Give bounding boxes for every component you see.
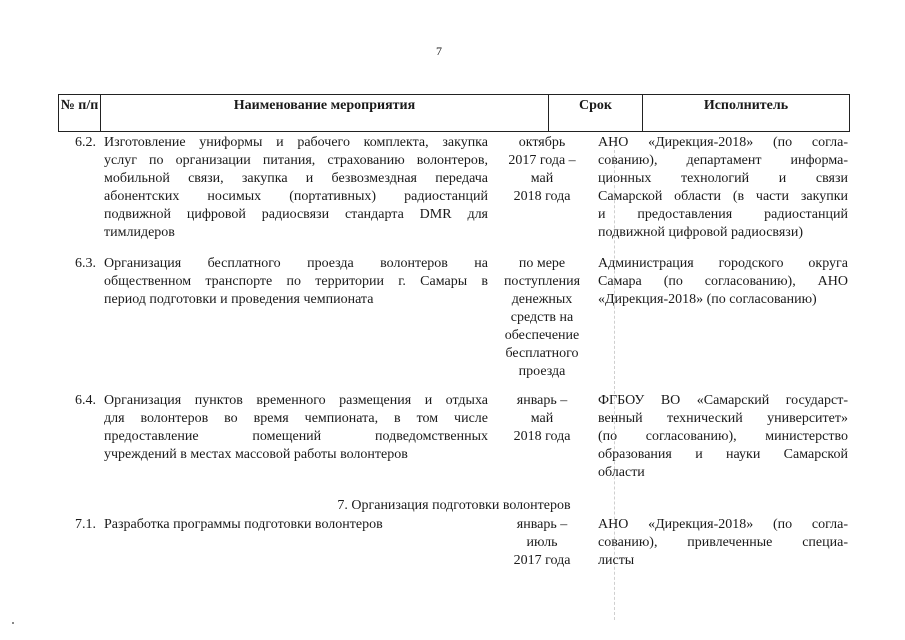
name-line: Организация бесплатного проезда волонтеров на [104,256,488,271]
executor-line: сованию), привлеченные специа- [598,535,848,550]
header-term: Срок [549,95,643,131]
row-name [104,392,488,464]
executor-line: (по согласованию), министерство [598,429,848,444]
term-line: май [530,411,554,426]
page-number: 7 [436,44,442,58]
header-num: № п/п [59,95,101,131]
executor-line: образования и науки Самарской [598,447,848,462]
executor-line: венный технический университет» [598,411,848,426]
row-number: 7.1. [75,517,96,532]
executor-line: АНО «Дирекция-2018» (по согла- [598,517,848,532]
executor-line: подвижной цифровой радиосвязи) [598,225,803,240]
row-executor [598,516,848,570]
row-term [498,255,586,381]
term-line: май [530,171,554,186]
executor-line: Самарской области (в части закупки [598,189,848,204]
name-line: Разработка программы подготовки волонтеров [104,517,383,532]
name-line: период подготовки и проведения чемпионата [104,292,374,307]
term-line: средств на [510,310,574,325]
row-executor [598,392,848,482]
section-title: 7. Организация подготовки волонтеров [337,498,571,513]
row-number: 6.4. [75,393,96,408]
scan-speck [12,622,14,624]
table-header [58,94,850,132]
term-line: 2017 года [513,553,571,568]
name-line: для волонтеров во время чемпионата, в том числе [104,411,488,426]
row-term [498,392,586,446]
name-line: предоставление помещений подведомственных [104,429,488,444]
name-line: подвижной цифровой радиосвязи стандарта DMR для [104,207,488,222]
term-line: проезда [518,364,566,379]
row-number: 6.2. [75,135,96,150]
row-term [498,516,586,570]
executor-line: Администрация городского округа [598,256,848,271]
row-name [104,516,488,534]
term-line: бесплатного [505,346,579,361]
header-name: Наименование мероприятия [101,95,549,131]
row-term [498,134,586,206]
executor-line: и предоставления радиостанций [598,207,848,222]
term-line: октябрь [518,135,566,150]
term-line: обеспечение [504,328,580,343]
row-name [104,255,488,309]
term-line: июль [526,535,558,550]
executor-line: АНО «Дирекция-2018» (по согла- [598,135,848,150]
term-line: январь – [516,393,568,408]
name-line: услуг по организации питания, страхованию волонтеров, [104,153,488,168]
executor-line: ФГБОУ ВО «Самарский государст- [598,393,848,408]
term-line: 2017 года – [508,153,576,168]
term-line: денежных [511,292,573,307]
term-line: по мере [518,256,566,271]
term-line: 2018 года [513,429,571,444]
name-line: общественном транспорте по территории г. Самары в [104,274,488,289]
name-line: Изготовление униформы и рабочего комплекта, закупка [104,135,488,150]
executor-line: ционных технологий и связи [598,171,848,186]
executor-line: Самара (по согласованию), АНО [598,274,848,289]
term-line: 2018 года [513,189,571,204]
executor-line: сованию), департамент информа- [598,153,848,168]
name-line: тимлидеров [104,225,175,240]
row-name [104,134,488,242]
name-line: мобильной связи, закупка и безвозмездная передача [104,171,488,186]
executor-line: «Дирекция-2018» (по согласованию) [598,292,817,307]
header-executor: Исполнитель [703,98,789,113]
executor-line: области [598,465,645,480]
row-executor [598,255,848,309]
name-line: абонентских носимых (портативных) радиостанций [104,189,488,204]
executor-line: листы [598,553,635,568]
term-line: поступления [503,274,581,289]
term-line: январь – [516,517,568,532]
name-line: Организация пунктов временного размещения и отдыха [104,393,488,408]
name-line: учреждений в местах массовой работы волонтеров [104,447,408,462]
row-executor [598,134,848,242]
row-number: 6.3. [75,256,96,271]
